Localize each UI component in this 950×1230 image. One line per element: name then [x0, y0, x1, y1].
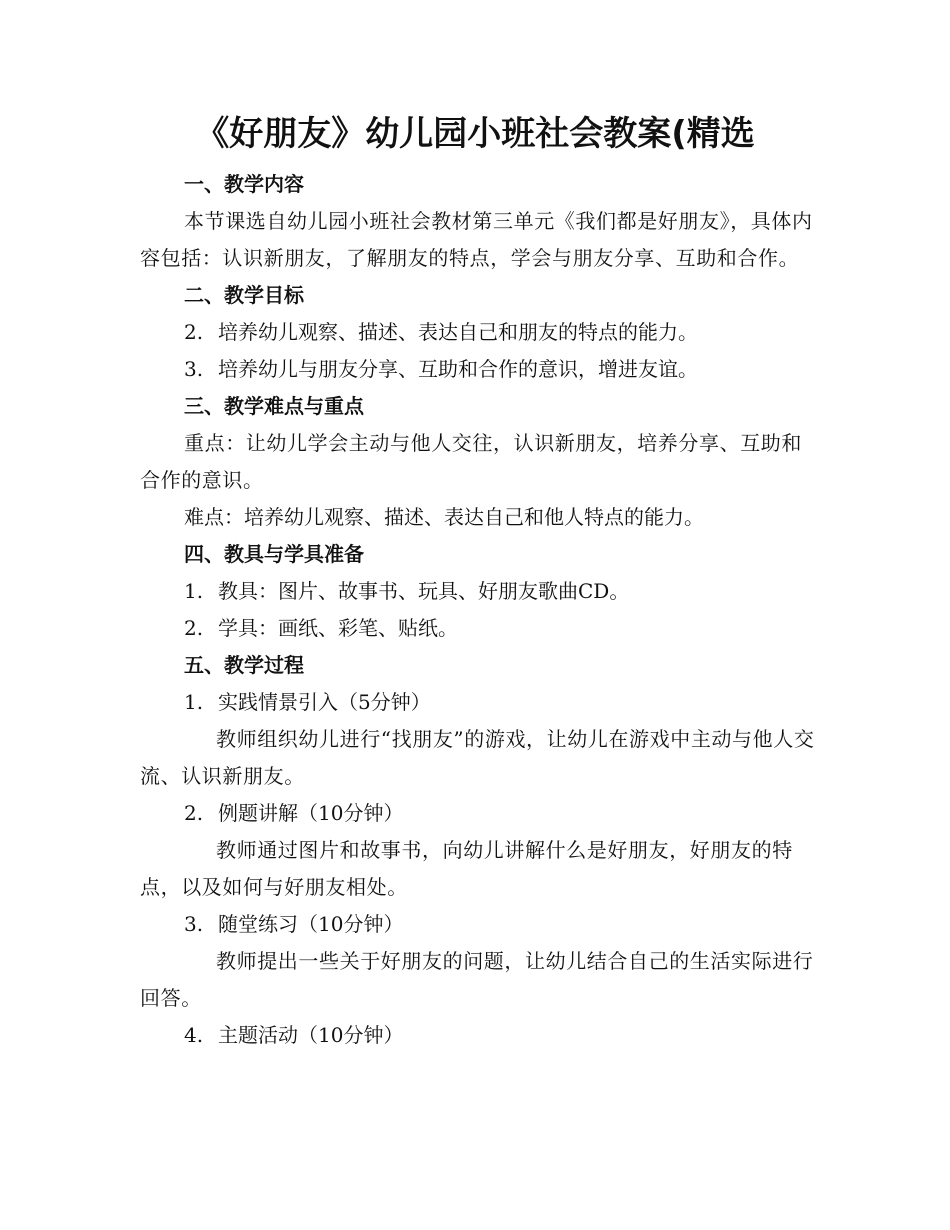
- process-step-detail: 教师通过图片和故事书，向幼儿讲解什么是好朋友，好朋友的特点，以及如何与好朋友相处。: [140, 838, 793, 899]
- item-text: 培养幼儿观察、描述、表达自己和朋友的特点的能力。: [218, 320, 698, 344]
- item-number: 1.: [184, 579, 204, 603]
- document-body: [140, 166, 820, 1054]
- item-text: 培养幼儿与朋友分享、互助和合作的意识，增进友谊。: [218, 357, 698, 381]
- objective-item: [140, 314, 820, 351]
- section-heading-process: 五、教学过程: [184, 653, 304, 677]
- document-title: 《好朋友》幼儿园小班社会教案(精选: [195, 114, 755, 154]
- step-label: 例题讲解（10分钟）: [218, 801, 404, 825]
- material-item: [140, 610, 820, 647]
- section-heading-content: 一、教学内容: [184, 172, 304, 196]
- material-item: [140, 573, 820, 610]
- item-number: 2.: [184, 801, 204, 825]
- item-number: 4.: [184, 1023, 204, 1047]
- step-label: 主题活动（10分钟）: [218, 1023, 404, 1047]
- process-step-label: [140, 1017, 820, 1054]
- section-heading-materials: 四、教具与学具准备: [184, 542, 364, 566]
- step-label: 实践情景引入（5分钟）: [218, 690, 431, 714]
- difficulty-paragraph: 难点：培养幼儿观察、描述、表达自己和他人特点的能力。: [184, 505, 704, 529]
- content-paragraph: 本节课选自幼儿园小班社会教材第三单元《我们都是好朋友》，具体内容包括：认识新朋友，了解朋友的特点，学会与朋友分享、互助和合作。: [140, 209, 813, 270]
- step-label: 随堂练习（10分钟）: [218, 912, 404, 936]
- process-step-detail: 教师提出一些关于好朋友的问题，让幼儿结合自己的生活实际进行回答。: [140, 949, 814, 1010]
- key-point-paragraph: 重点：让幼儿学会主动与他人交往，认识新朋友，培养分享、互助和合作的意识。: [140, 431, 802, 492]
- section-heading-objectives: 二、教学目标: [184, 283, 304, 307]
- section-heading-key-points: 三、教学难点与重点: [184, 394, 364, 418]
- process-step-label: [140, 906, 820, 943]
- item-text: 学具：画纸、彩笔、贴纸。: [218, 616, 458, 640]
- item-number: 3.: [184, 912, 204, 936]
- process-step-label: [140, 684, 820, 721]
- process-step-detail: 教师组织幼儿进行“找朋友”的游戏，让幼儿在游戏中主动与他人交流、认识新朋友。: [140, 727, 815, 788]
- item-number: 3.: [184, 357, 204, 381]
- item-text: 教具：图片、故事书、玩具、好朋友歌曲CD。: [218, 579, 630, 603]
- item-number: 1.: [184, 690, 204, 714]
- item-number: 2.: [184, 616, 204, 640]
- item-number: 2.: [184, 320, 204, 344]
- objective-item: [140, 351, 820, 388]
- process-step-label: [140, 795, 820, 832]
